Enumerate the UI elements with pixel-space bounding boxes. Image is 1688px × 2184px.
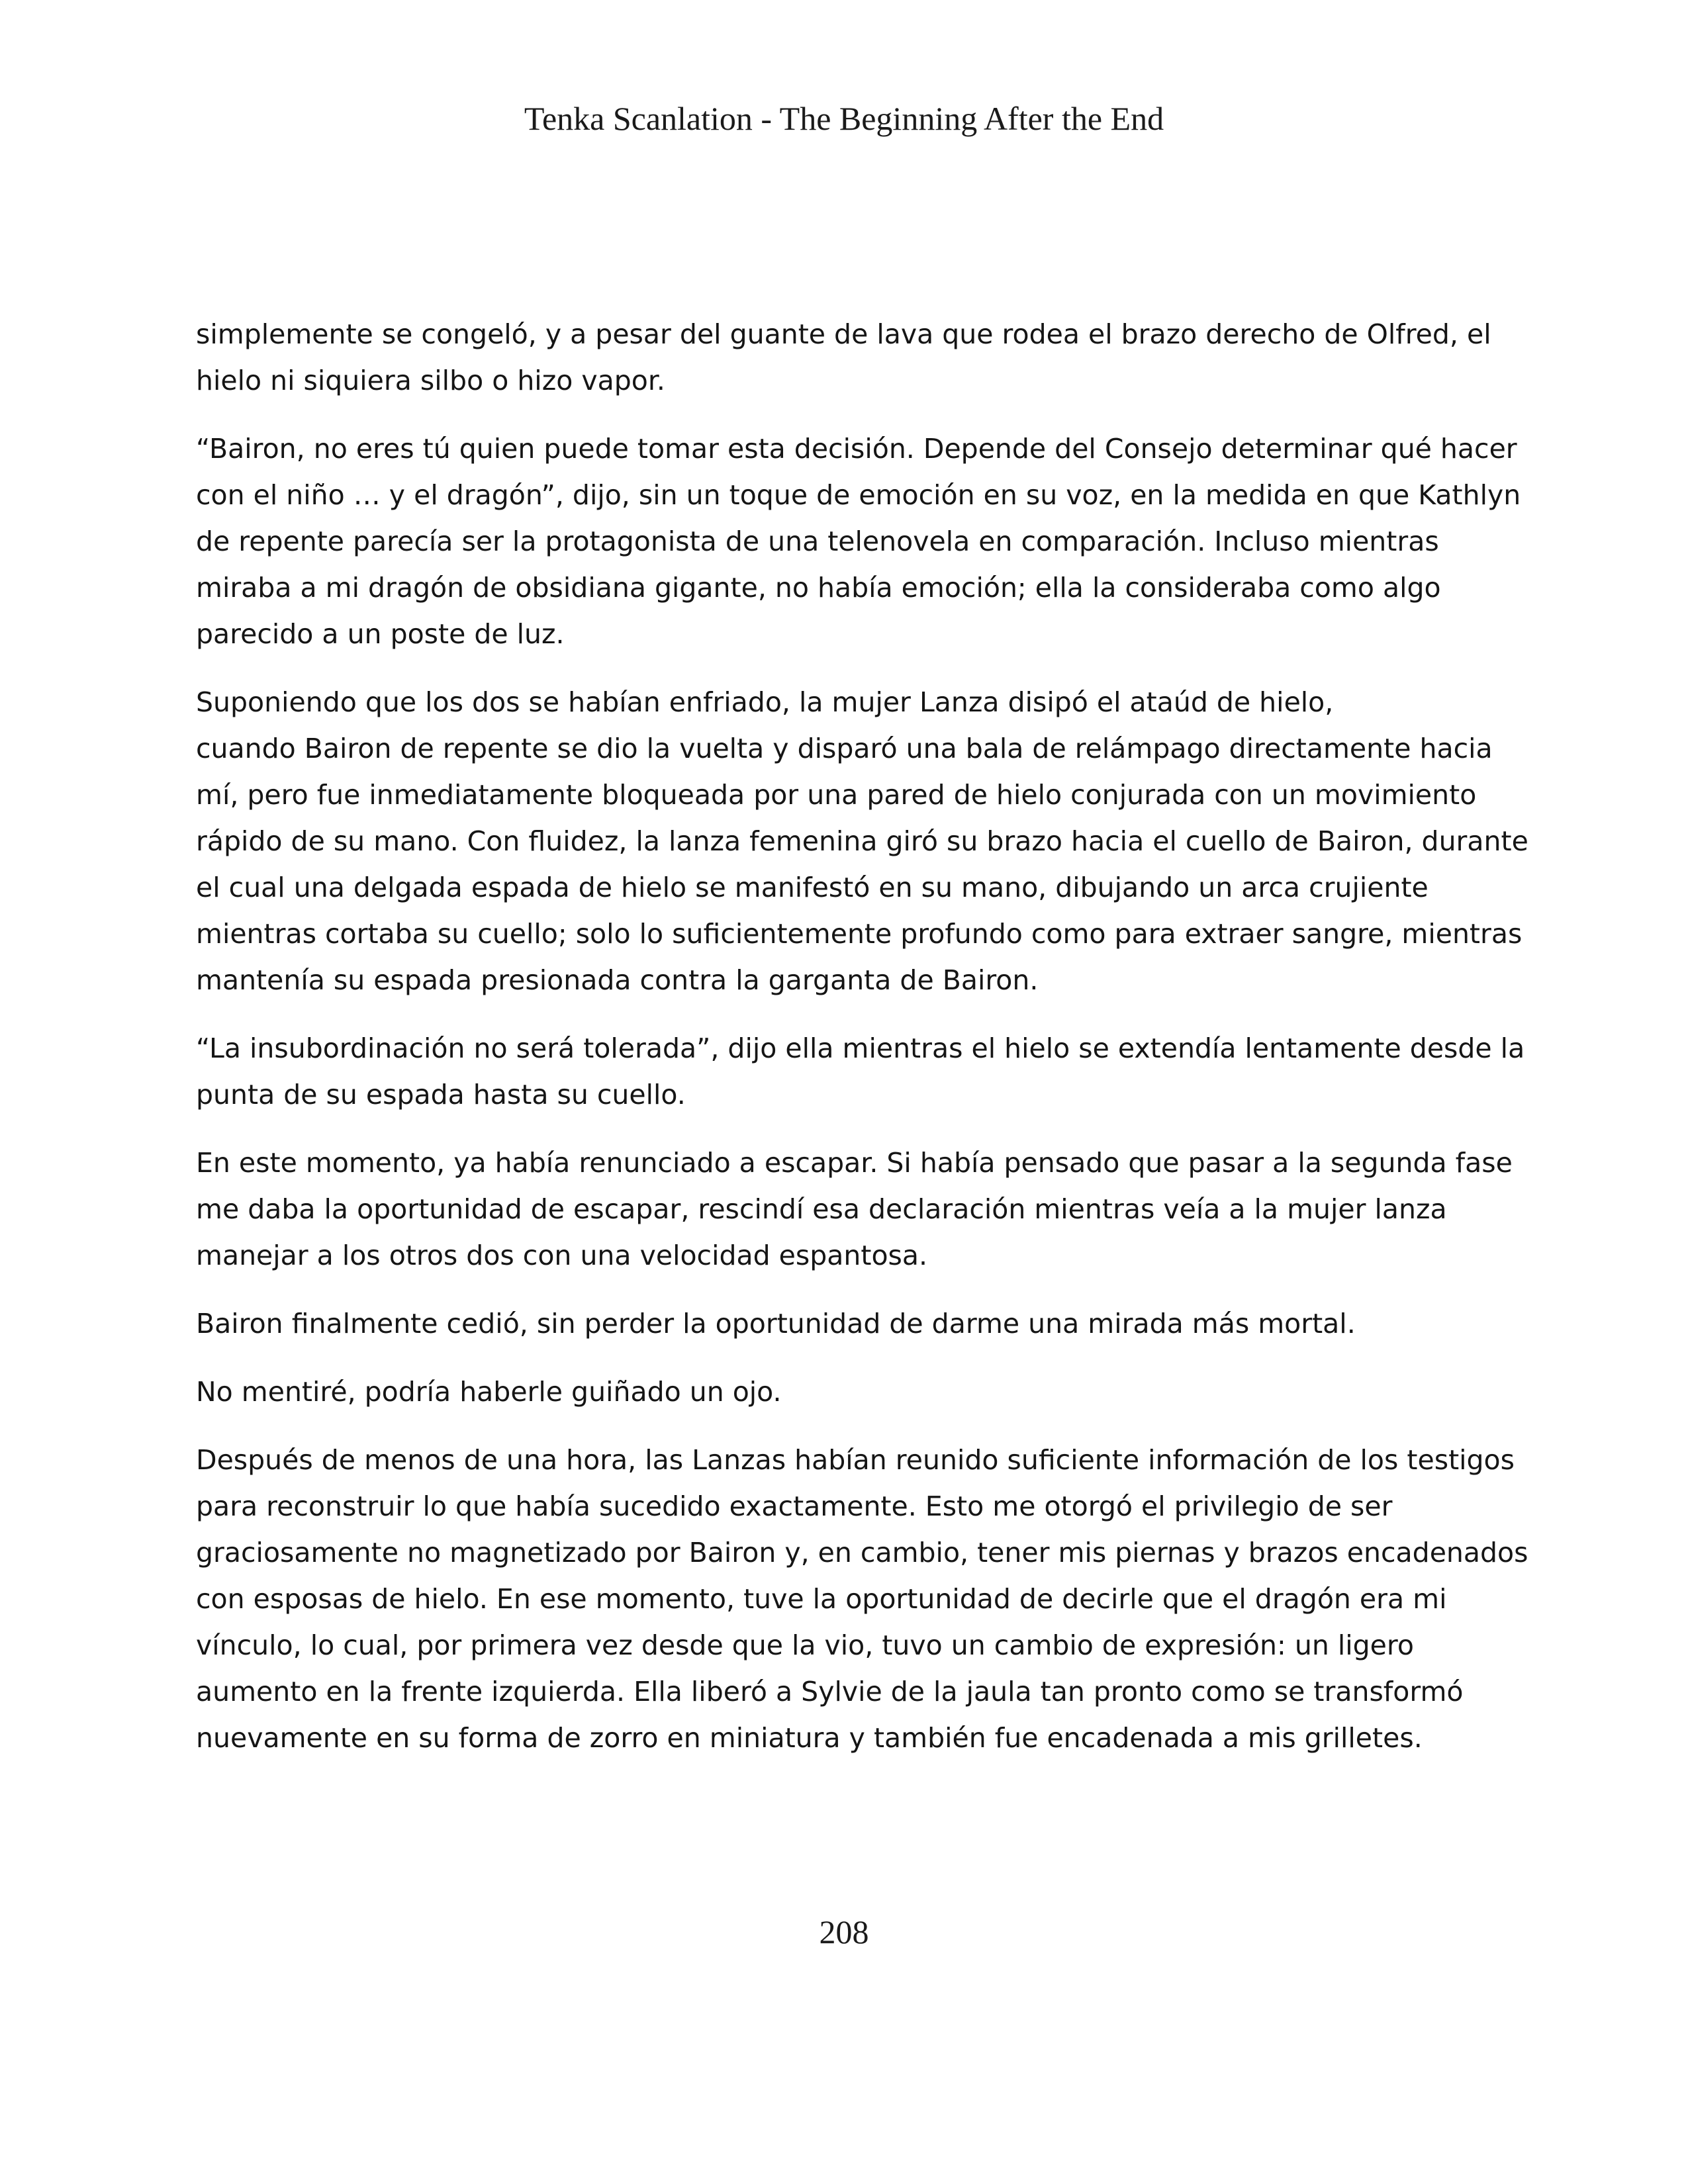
text-line: No mentiré, podría haberle guiñado un ojo.	[196, 1376, 782, 1408]
text-line: cuando Bairon de repente se dio la vuelta y disparó una bala de relámpago directamente hacia	[196, 733, 1493, 764]
text-line: vínculo, lo cual, por primera vez desde que la vio, tuvo un cambio de expresión: un ligero	[196, 1629, 1414, 1661]
text-line: rápido de su mano. Con fluidez, la lanza femenina giró su brazo hacia el cuello de Bairon, durante	[196, 825, 1528, 857]
text-line: simplemente se congeló, y a pesar del guante de lava que rodea el brazo derecho de Olfred, el	[196, 318, 1491, 350]
text-line: miraba a mi dragón de obsidiana gigante, no había emoción; ella la consideraba como algo	[196, 572, 1441, 604]
text-line: Bairon finalmente cedió, sin perder la oportunidad de darme una mirada más mortal.	[196, 1308, 1356, 1340]
running-header: Tenka Scanlation - The Beginning After the End	[524, 100, 1164, 137]
text-line: punta de su espada hasta su cuello.	[196, 1079, 686, 1111]
text-line: manejar a los otros dos con una velocidad espantosa.	[196, 1240, 928, 1271]
text-line: Suponiendo que los dos se habían enfriado, la mujer Lanza disipó el ataúd de hielo,	[196, 686, 1334, 718]
paragraph	[196, 1437, 1528, 1761]
paragraph	[196, 1025, 1525, 1118]
text-line: con esposas de hielo. En ese momento, tuve la oportunidad de decirle que el dragón era mi	[196, 1583, 1447, 1615]
text-line: Después de menos de una hora, las Lanzas habían reunido suficiente información de los testigos	[196, 1444, 1515, 1476]
paragraph	[196, 1140, 1513, 1279]
paragraph	[196, 679, 1528, 1003]
text-line: nuevamente en su forma de zorro en miniatura y también fue encadenada a mis grilletes.	[196, 1722, 1423, 1754]
text-line: graciosamente no magnetizado por Bairon y, en cambio, tener mis piernas y brazos encadenados	[196, 1537, 1528, 1569]
text-line: para reconstruir lo que había sucedido exactamente. Esto me otorgó el privilegio de ser	[196, 1490, 1393, 1522]
paragraph	[196, 1300, 1513, 1347]
text-line: hielo ni siquiera silbo o hizo vapor.	[196, 365, 665, 396]
text-line: “La insubordinación no será tolerada”, dijo ella mientras el hielo se extendía lentamente desde la	[196, 1032, 1525, 1064]
text-line: “Bairon, no eres tú quien puede tomar esta decisión. Depende del Consejo determinar qué hacer	[196, 433, 1517, 465]
text-line: mí, pero fue inmediatamente bloqueada por una pared de hielo conjurada con un movimiento	[196, 779, 1477, 811]
paragraph	[196, 1369, 1513, 1415]
paragraph	[196, 311, 1513, 404]
body-text	[196, 311, 1528, 1783]
text-line: aumento en la frente izquierda. Ella liberó a Sylvie de la jaula tan pronto como se transformó	[196, 1676, 1464, 1707]
text-line: mantenía su espada presionada contra la garganta de Bairon.	[196, 964, 1039, 996]
text-line: de repente parecía ser la protagonista de una telenovela en comparación. Incluso mientras	[196, 525, 1439, 557]
page-number: 208	[819, 1913, 869, 1950]
text-line: el cual una delgada espada de hielo se manifestó en su mano, dibujando un arca crujiente	[196, 872, 1429, 903]
text-line: me daba la oportunidad de escapar, rescindí esa declaración mientras veía a la mujer lanza	[196, 1193, 1447, 1225]
text-line: parecido a un poste de luz.	[196, 618, 565, 650]
text-line: En este momento, ya había renunciado a escapar. Si había pensado que pasar a la segunda fase	[196, 1147, 1513, 1179]
paragraph	[196, 426, 1521, 657]
text-line: mientras cortaba su cuello; solo lo suficientemente profundo como para extraer sangre, mientras	[196, 918, 1523, 950]
text-line: con el niño … y el dragón”, dijo, sin un toque de emoción en su voz, en la medida en que Kathlyn	[196, 479, 1521, 511]
